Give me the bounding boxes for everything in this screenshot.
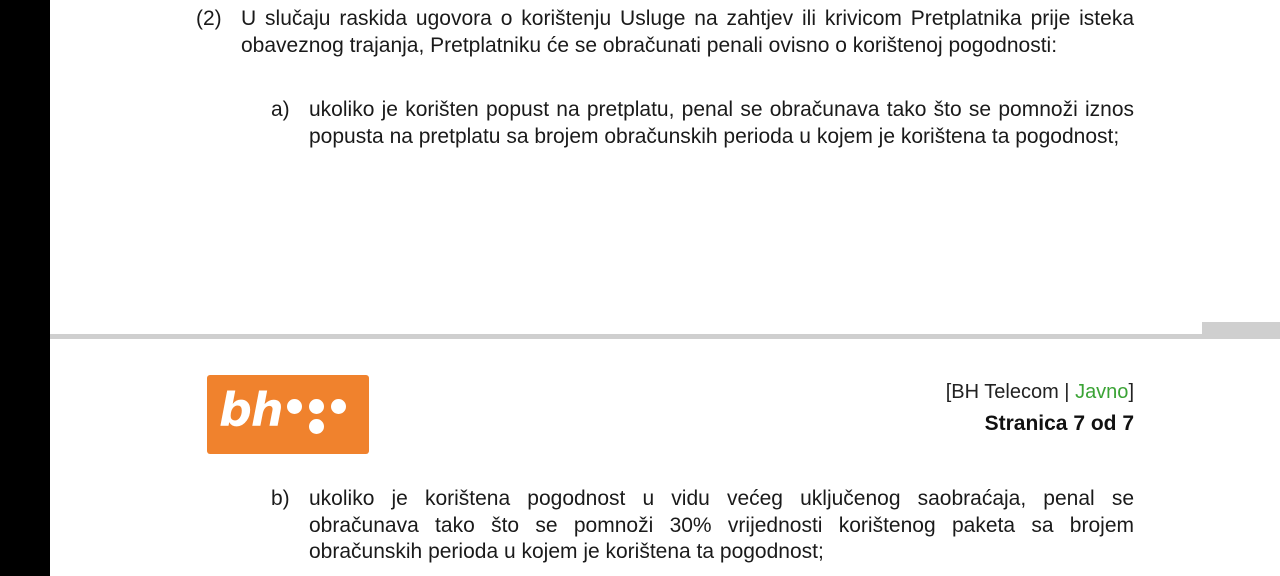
list-item-b: ukoliko je korištena pogodnost u vidu većeg uključenog saobraćaja, penal se obračunava tako što se pomnoži 30% vrijednosti korištenog paketa sa brojem obračunskih perioda u kojem je korištena ta pogodnost; xyxy=(309,487,1134,563)
classification-label: Javno xyxy=(1075,381,1129,403)
list-marker-b: b) xyxy=(271,487,290,510)
logo-dot-icon xyxy=(309,419,324,434)
company-name: BH Telecom xyxy=(951,381,1059,403)
bracket-open: [ xyxy=(945,381,952,403)
scrollbar-thumb[interactable] xyxy=(1202,322,1280,338)
page-number: Stranica 7 od 7 xyxy=(984,412,1134,435)
bh-telecom-logo xyxy=(207,375,369,454)
clause-text: U slučaju raskida ugovora o korištenju Usluge na zahtjev ili krivicom Pretplatnika prije isteka obaveznog trajanja, Pretplatniku će se obračunati penali ovisno o korištenoj pogodnosti: xyxy=(241,7,1134,57)
separator: | xyxy=(1058,381,1076,403)
logo-wordmark: bh xyxy=(219,383,283,437)
bracket-close: ] xyxy=(1128,381,1134,403)
list-item-a: ukoliko je korišten popust na pretplatu, penal se obračunava tako što se pomnoži iznos popusta na pretplatu sa brojem obračunskih perioda u kojem je korištena ta pogodnost; xyxy=(309,98,1134,148)
document-classification xyxy=(946,380,1134,404)
page-header-info xyxy=(946,380,1134,438)
viewer-left-edge xyxy=(0,0,50,576)
logo-dot-icon xyxy=(309,399,324,414)
clause-number: (2) xyxy=(196,7,222,30)
logo-dot-icon xyxy=(331,399,346,414)
list-marker-a: a) xyxy=(271,98,290,121)
logo-dot-icon xyxy=(287,399,302,414)
